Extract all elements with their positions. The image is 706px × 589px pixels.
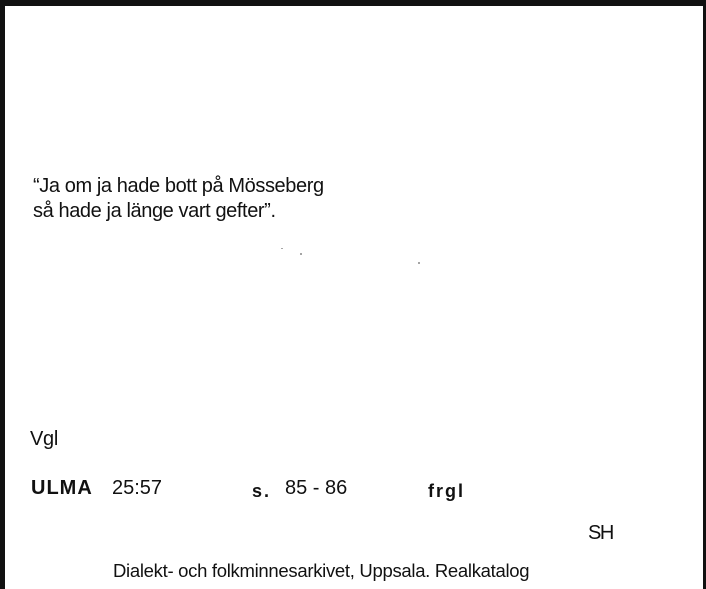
scan-speck [418, 262, 420, 264]
quote-line-2: så hade ja länge vart gefter”. [33, 200, 276, 222]
quote-line-1: “Ja om ja hade bott på Mösseberg [33, 175, 324, 197]
category-code: frgl [428, 481, 465, 501]
card-top-border [0, 0, 706, 6]
quote-text [33, 174, 324, 224]
collector-initials: SH [588, 522, 613, 544]
scan-speck [281, 248, 283, 249]
archive-footer: Dialekt- och folkminnesarkivet, Uppsala. Realkatalog [113, 560, 530, 581]
archive-number: 25:57 [112, 477, 163, 499]
page-prefix: s. [252, 481, 272, 501]
region-label: Vgl [30, 428, 59, 450]
page-range: 85 - 86 [285, 477, 348, 499]
scan-speck [300, 253, 302, 255]
card-left-border [0, 0, 5, 589]
archive-name: ULMA [31, 477, 93, 499]
